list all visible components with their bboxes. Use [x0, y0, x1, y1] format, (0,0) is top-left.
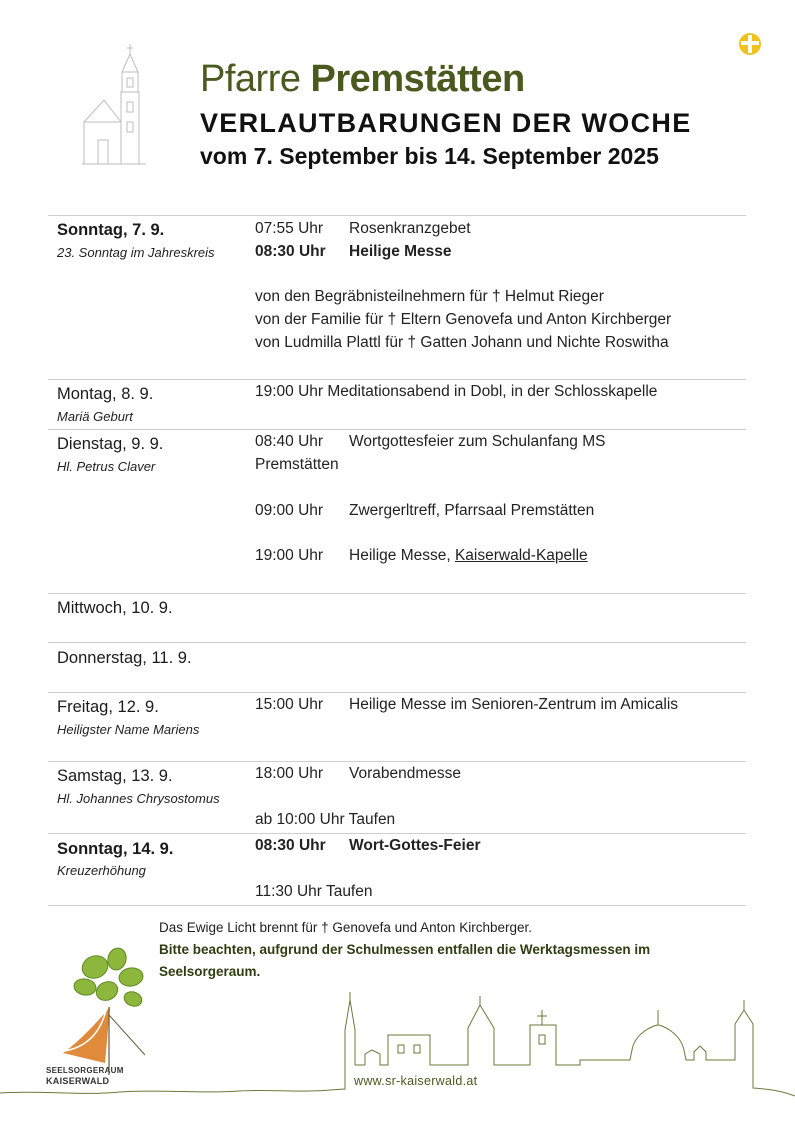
divider — [48, 642, 746, 643]
day-name: Freitag, 12. 9. — [57, 698, 159, 716]
day-subtitle: Kreuzerhöhung — [57, 863, 146, 878]
event-line: 08:30 Uhr Heilige Messe — [255, 243, 452, 260]
divider — [48, 692, 746, 693]
event-line: 08:40 Uhr Wortgottesfeier zum Schulanfang MS — [255, 433, 606, 450]
divider — [48, 833, 746, 834]
date-range: vom 7. September bis 14. September 2025 — [200, 143, 659, 169]
divider — [48, 761, 746, 762]
event-line: Premstätten — [255, 456, 339, 473]
day-name: Sonntag, 7. 9. — [57, 221, 165, 239]
day-name: Sonntag, 14. 9. — [57, 840, 174, 858]
kaiserwald-kapelle-link[interactable]: Kaiserwald-Kapelle — [454, 547, 588, 564]
event-line: 19:00 Uhr Meditationsabend in Dobl, in der Schlosskapelle — [255, 383, 658, 400]
event-line: von Ludmilla Plattl für † Gatten Johann und Nichte Roswitha — [255, 334, 669, 351]
day-subtitle: 23. Sonntag im Jahreskreis — [57, 245, 215, 260]
page-subtitle: VERLAUTBARUNGEN DER WOCHE — [200, 108, 692, 138]
eternal-light-note: Das Ewige Licht brennt für † Genovefa und Anton Kirchberger. — [159, 920, 532, 935]
notice-line: Seelsorgeraum. — [159, 964, 261, 979]
day-subtitle: Mariä Geburt — [57, 409, 133, 424]
website-link[interactable]: www.sr-kaiserwald.at — [354, 1074, 478, 1088]
event-line: 19:00 Uhr Heilige Messe, Kaiserwald-Kapelle — [255, 547, 588, 564]
event-line: 08:30 Uhr Wort-Gottes-Feier — [255, 837, 481, 854]
page-title: Pfarre Premstätten — [200, 58, 525, 100]
notice-line: Bitte beachten, aufgrund der Schulmessen entfallen die Werktagsmessen im — [159, 942, 651, 957]
event-line: 09:00 Uhr Zwergerltreff, Pfarrsaal Premstätten — [255, 502, 595, 519]
event-line: ab 10:00 Uhr Taufen — [255, 811, 396, 828]
event-line: 11:30 Uhr Taufen — [255, 883, 373, 900]
day-name: Donnerstag, 11. 9. — [57, 649, 192, 667]
divider — [48, 379, 746, 380]
day-name: Montag, 8. 9. — [57, 385, 154, 403]
day-subtitle: Hl. Petrus Claver — [57, 459, 156, 474]
logo-text: KAISERWALD — [46, 1076, 110, 1086]
divider — [48, 905, 746, 906]
event-line: 15:00 Uhr Heilige Messe im Senioren-Zentrum im Amicalis — [255, 696, 679, 713]
event-line: 07:55 Uhr Rosenkranzgebet — [255, 220, 471, 237]
day-subtitle: Hl. Johannes Chrysostomus — [57, 791, 220, 806]
divider — [48, 429, 746, 430]
day-name: Samstag, 13. 9. — [57, 767, 173, 785]
event-line: von der Familie für † Eltern Genovefa und Anton Kirchberger — [255, 311, 672, 328]
divider — [48, 593, 746, 594]
cross-logo-icon — [738, 32, 762, 56]
day-name: Dienstag, 9. 9. — [57, 435, 164, 453]
event-line: von den Begräbnisteilnehmern für † Helmut Rieger — [255, 288, 604, 305]
event-line: 18:00 Uhr Vorabendmesse — [255, 765, 462, 782]
logo-text: SEELSORGERAUM — [46, 1066, 124, 1075]
church-illustration — [82, 44, 146, 166]
divider — [48, 215, 746, 216]
seelsorgeraum-logo — [55, 945, 155, 1075]
day-name: Mittwoch, 10. 9. — [57, 599, 173, 617]
day-subtitle: Heiligster Name Mariens — [57, 722, 200, 737]
